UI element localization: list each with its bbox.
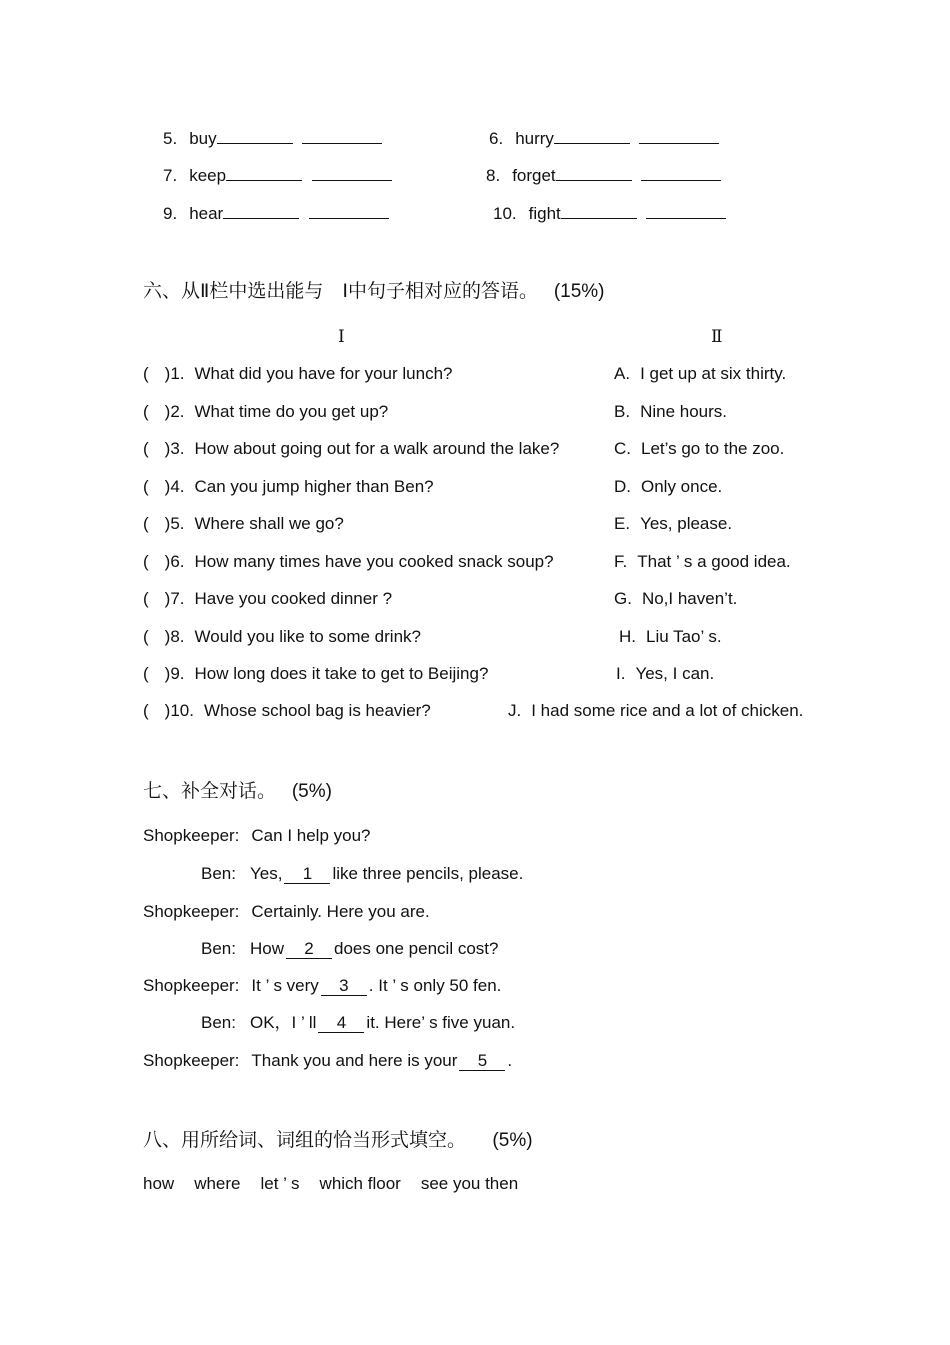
question-text: Can you jump higher than Ben? — [194, 477, 434, 496]
answer-option — [614, 477, 722, 497]
word-bank — [143, 1174, 518, 1194]
answer-blank-3[interactable]: 3 — [321, 977, 367, 996]
option-letter: H. — [619, 627, 636, 646]
line-text: . It ’ s only 50 fen. — [368, 976, 502, 995]
section-8-title: 八、用所给词、词组的恰当形式填空。 (5%) — [143, 1130, 533, 1151]
line-text: It ’ s very — [251, 976, 319, 995]
word-bank-item: where — [194, 1174, 241, 1193]
verb-item: 8. forget — [486, 164, 721, 186]
option-letter: G. — [614, 589, 632, 608]
answer-option — [508, 701, 803, 721]
question-text: Whose school bag is heavier? — [203, 701, 431, 720]
paren-open: ( — [143, 627, 149, 646]
question-row — [143, 402, 388, 422]
answer-option — [614, 552, 791, 572]
column-1-header: Ⅰ — [338, 327, 345, 347]
option-text: I get up at six thirty. — [640, 364, 787, 383]
answer-slot-number[interactable]: )7. — [164, 589, 185, 608]
option-letter: D. — [614, 477, 631, 496]
question-row — [143, 627, 421, 647]
question-text: Where shall we go? — [194, 514, 344, 533]
dialogue-line — [143, 1051, 512, 1071]
option-text: Nine hours. — [640, 402, 727, 421]
dialogue-line — [143, 976, 501, 996]
answer-option — [614, 589, 737, 609]
answer-slot-number[interactable]: )1. — [164, 364, 185, 383]
line-text: Yes, — [249, 864, 283, 883]
option-text: Let’s go to the zoo. — [641, 439, 785, 458]
answer-slot-number[interactable]: )4. — [164, 477, 185, 496]
answer-option — [614, 402, 727, 422]
paren-open: ( — [143, 664, 149, 683]
line-text: How — [249, 939, 284, 958]
answer-blank[interactable] — [639, 127, 719, 144]
word-bank-item: see you then — [420, 1174, 519, 1193]
answer-slot-number[interactable]: )10. — [164, 701, 194, 720]
option-letter: J. — [508, 701, 522, 720]
option-text: Yes, I can. — [635, 664, 715, 683]
answer-blank[interactable] — [561, 202, 637, 219]
answer-slot-number[interactable]: )6. — [164, 552, 185, 571]
line-text: Certainly. Here you are. — [251, 902, 430, 921]
question-text: Would you like to some drink? — [194, 627, 421, 646]
option-text: Yes, please. — [640, 514, 733, 533]
speaker-label: Shopkeeper: — [143, 902, 240, 921]
column-2-header: Ⅱ — [711, 327, 723, 347]
line-text: OK，I ’ ll — [249, 1013, 317, 1032]
answer-option — [614, 514, 732, 534]
answer-blank-1[interactable]: 1 — [284, 865, 330, 884]
dialogue-line — [143, 902, 430, 922]
line-text: Can I help you? — [251, 826, 371, 845]
option-letter: A. — [614, 364, 631, 383]
option-text: I had some rice and a lot of chicken. — [531, 701, 804, 720]
paren-open: ( — [143, 477, 149, 496]
answer-blank[interactable] — [226, 164, 302, 181]
question-row — [143, 552, 554, 572]
answer-option — [614, 364, 786, 384]
paren-open: ( — [143, 402, 149, 421]
paren-open: ( — [143, 439, 149, 458]
answer-option — [614, 439, 784, 459]
speaker-label: Ben: — [201, 864, 236, 883]
speaker-label: Shopkeeper: — [143, 976, 240, 995]
answer-blank[interactable] — [223, 202, 299, 219]
verb-item: 5. buy — [163, 127, 382, 149]
answer-blank[interactable] — [217, 127, 293, 144]
answer-slot-number[interactable]: )3. — [164, 439, 185, 458]
line-text: like three pencils, please. — [332, 864, 524, 883]
answer-blank-5[interactable]: 5 — [459, 1052, 505, 1071]
answer-slot-number[interactable]: )2. — [164, 402, 185, 421]
verb-item: 9. hear — [163, 202, 389, 224]
option-letter: C. — [614, 439, 631, 458]
question-text: Have you cooked dinner ? — [194, 589, 393, 608]
answer-option — [616, 664, 714, 684]
option-text: Only once. — [641, 477, 723, 496]
question-row — [143, 589, 392, 609]
question-row — [143, 364, 453, 384]
answer-slot-number[interactable]: )9. — [164, 664, 185, 683]
question-row — [143, 514, 344, 534]
option-letter: E. — [614, 514, 631, 533]
question-text: What did you have for your lunch? — [194, 364, 453, 383]
answer-blank-2[interactable]: 2 — [286, 940, 332, 959]
paren-open: ( — [143, 589, 149, 608]
answer-blank[interactable] — [554, 127, 630, 144]
answer-option — [619, 627, 722, 647]
word-bank-item: how — [143, 1174, 175, 1193]
question-row — [143, 701, 431, 721]
answer-blank[interactable] — [309, 202, 389, 219]
answer-blank[interactable] — [302, 127, 382, 144]
answer-blank[interactable] — [556, 164, 632, 181]
question-row — [143, 439, 559, 459]
speaker-label: Ben: — [201, 939, 236, 958]
answer-blank[interactable] — [641, 164, 721, 181]
answer-blank[interactable] — [646, 202, 726, 219]
paren-open: ( — [143, 701, 149, 720]
question-row — [143, 664, 488, 684]
dialogue-line — [143, 826, 371, 846]
line-text: it. Here’ s five yuan. — [366, 1013, 516, 1032]
option-text: Liu Tao’ s. — [646, 627, 722, 646]
dialogue-line — [201, 1013, 515, 1033]
dialogue-line — [201, 864, 523, 884]
question-text: How long does it take to get to Beijing? — [194, 664, 489, 683]
line-text: . — [507, 1051, 513, 1070]
speaker-label: Shopkeeper: — [143, 1051, 240, 1070]
section-6-title: 六、从Ⅱ栏中选出能与 Ⅰ中句子相对应的答语。 (15%) — [143, 281, 605, 302]
option-letter: F. — [614, 552, 628, 571]
speaker-label: Ben: — [201, 1013, 236, 1032]
answer-blank[interactable] — [312, 164, 392, 181]
paren-open: ( — [143, 364, 149, 383]
answer-slot-number[interactable]: )8. — [164, 627, 185, 646]
paren-open: ( — [143, 514, 149, 533]
verb-item: 10. fight — [493, 202, 726, 224]
question-text: How many times have you cooked snack soup? — [194, 552, 554, 571]
question-row — [143, 477, 434, 497]
line-text: Thank you and here is your — [251, 1051, 458, 1070]
line-text: does one pencil cost? — [334, 939, 499, 958]
option-letter: I. — [616, 664, 626, 683]
option-text: No,I haven’t. — [641, 589, 738, 608]
verb-item: 6. hurry — [489, 127, 719, 149]
word-bank-item: which floor — [319, 1174, 401, 1193]
speaker-label: Shopkeeper: — [143, 826, 240, 845]
verb-item: 7. keep — [163, 164, 392, 186]
question-text: How about going out for a walk around the lake? — [194, 439, 560, 458]
question-text: What time do you get up? — [194, 402, 389, 421]
answer-blank-4[interactable]: 4 — [318, 1014, 364, 1033]
answer-slot-number[interactable]: )5. — [164, 514, 185, 533]
option-text: That ’ s a good idea. — [637, 552, 791, 571]
dialogue-line — [201, 939, 498, 959]
paren-open: ( — [143, 552, 149, 571]
section-7-title: 七、补全对话。 (5%) — [143, 781, 332, 802]
option-letter: B. — [614, 402, 631, 421]
word-bank-item: let ’ s — [260, 1174, 300, 1193]
